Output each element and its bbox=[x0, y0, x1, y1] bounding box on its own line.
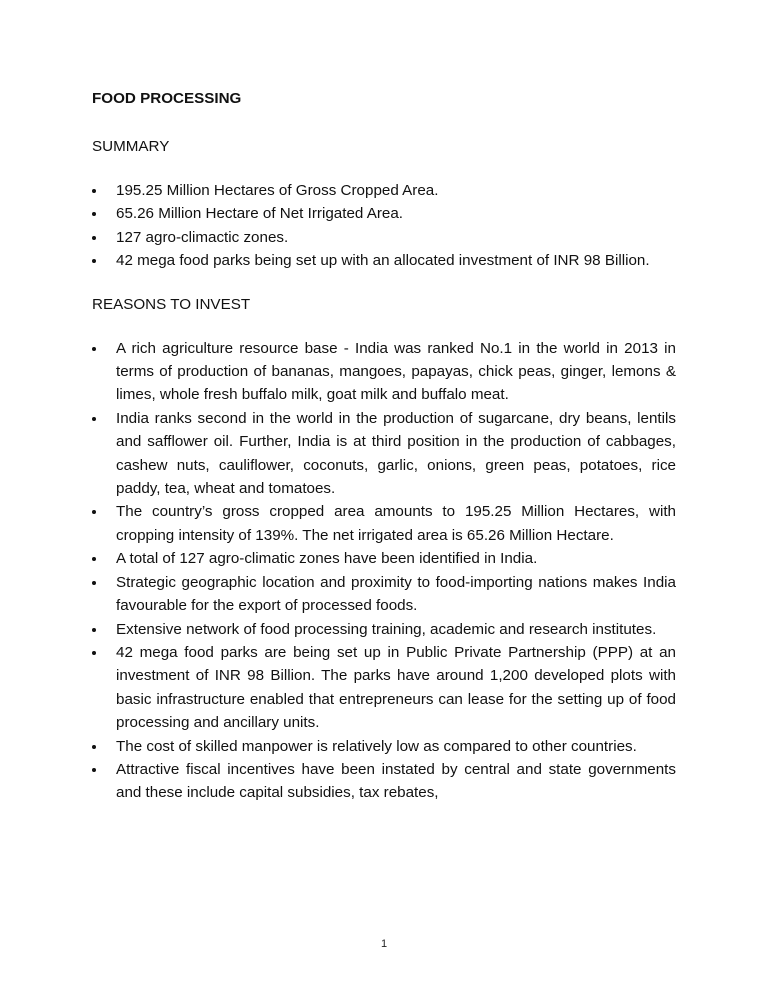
reason-item: A total of 127 agro-climatic zones have been identified in India. bbox=[92, 547, 676, 570]
reason-item: The cost of skilled manpower is relatively low as compared to other countries. bbox=[92, 735, 676, 758]
page-number: 1 bbox=[380, 938, 388, 950]
reason-item: A rich agriculture resource base - India was ranked No.1 in the world in 2013 in terms of production of bananas, mangoes, papayas, chick peas, ginger, lemons & limes, whole fresh buffalo milk, goat milk and buffalo meat. bbox=[92, 337, 676, 407]
document-body bbox=[92, 87, 676, 805]
reason-item: Extensive network of food processing training, academic and research institutes. bbox=[92, 618, 676, 641]
summary-list bbox=[92, 179, 676, 273]
reason-item: India ranks second in the world in the production of sugarcane, dry beans, lentils and safflower oil. Further, India is at third position in the production of cabbages, cashew nuts, cauliflower, coconuts, garlic, onions, green peas, potatoes, rice paddy, tea, wheat and tomatoes. bbox=[92, 407, 676, 501]
reason-item: The country’s gross cropped area amounts to 195.25 Million Hectares, with cropping intensity of 139%. The net irrigated area is 65.26 Million Hectare. bbox=[92, 500, 676, 547]
summary-heading: SUMMARY bbox=[92, 138, 170, 155]
reasons-heading: REASONS TO INVEST bbox=[92, 295, 251, 313]
summary-item: 195.25 Million Hectares of Gross Cropped Area. bbox=[92, 179, 676, 202]
summary-item: 127 agro-climactic zones. bbox=[92, 226, 676, 249]
summary-item: 42 mega food parks being set up with an allocated investment of INR 98 Billion. bbox=[92, 249, 676, 272]
summary-item: 65.26 Million Hectare of Net Irrigated Area. bbox=[92, 202, 676, 225]
reason-item: Strategic geographic location and proximity to food-importing nations makes India favourable for the export of processed foods. bbox=[92, 571, 676, 618]
reason-item: 42 mega food parks are being set up in Public Private Partnership (PPP) at an investment of INR 98 Billion. The parks have around 1,200 developed plots with basic infrastructure enabled that entrepreneurs can lease for the setting up of food processing and ancillary units. bbox=[92, 641, 676, 735]
reason-item: Attractive fiscal incentives have been instated by central and state governments and these include capital subsidies, tax rebates, bbox=[92, 758, 676, 805]
document-title: FOOD PROCESSING bbox=[92, 90, 242, 107]
reasons-list bbox=[92, 337, 676, 805]
